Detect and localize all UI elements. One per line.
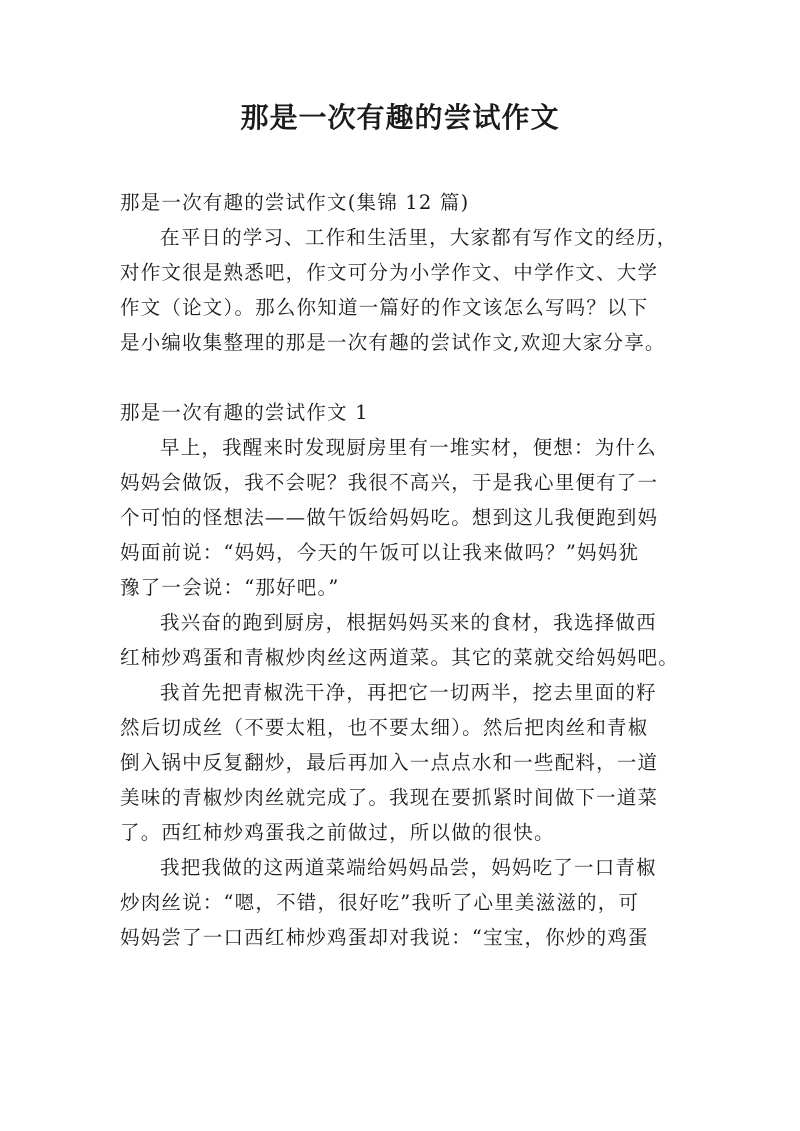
paragraph-line: 妈妈会做饭，我不会呢？我很不高兴，于是我心里便有了一 bbox=[120, 471, 659, 494]
subtitle: 那是一次有趣的尝试作文(集锦 12 篇) bbox=[120, 191, 470, 214]
body-paragraph bbox=[120, 430, 680, 605]
section-heading: 那是一次有趣的尝试作文 1 bbox=[120, 401, 369, 424]
document-body bbox=[120, 185, 680, 955]
paragraph-line: 红柿炒鸡蛋和青椒炒肉丝这两道菜。其它的菜就交给妈妈吧。 bbox=[120, 646, 679, 669]
paragraph-line: 豫了一会说：“那好吧。” bbox=[120, 576, 340, 599]
paragraph-line: 是小编收集整理的那是一次有趣的尝试作文,欢迎大家分享。 bbox=[120, 331, 666, 354]
paragraph-line: 我首先把青椒洗干净，再把它一切两半，挖去里面的籽 bbox=[160, 681, 657, 704]
paragraph-line: 妈妈尝了一口西红柿炒鸡蛋却对我说：“宝宝，你炒的鸡蛋 bbox=[120, 926, 649, 949]
paragraph-line: 我把我做的这两道菜端给妈妈品尝，妈妈吃了一口青椒 bbox=[160, 856, 657, 879]
body-paragraph bbox=[120, 675, 680, 850]
paragraph-line: 作文（论文）。那么你知道一篇好的作文该怎么写吗？以下 bbox=[120, 296, 649, 319]
spacer bbox=[120, 360, 680, 395]
page-title: 那是一次有趣的尝试作文 bbox=[240, 101, 560, 134]
body-paragraph bbox=[120, 605, 680, 675]
paragraph-line: 倒入锅中反复翻炒，最后再加入一点点水和一些配料，一道 bbox=[120, 751, 659, 774]
paragraph-line: 炒肉丝说：“嗯，不错，很好吃”我听了心里美滋滋的，可 bbox=[120, 891, 640, 914]
paragraph-line: 我兴奋的跑到厨房，根据妈妈买来的食材，我选择做西 bbox=[160, 611, 657, 634]
paragraph-line: 对作文很是熟悉吧，作文可分为小学作文、中学作文、大学 bbox=[120, 261, 659, 284]
intro-paragraph bbox=[120, 220, 680, 360]
paragraph-line: 然后切成丝（不要太粗，也不要太细）。然后把肉丝和青椒 bbox=[120, 716, 649, 739]
paragraph-line: 美味的青椒炒肉丝就完成了。我现在要抓紧时间做下一道菜 bbox=[120, 786, 659, 809]
paragraph-line: 早上，我醒来时发现厨房里有一堆实材，便想：为什么 bbox=[160, 436, 657, 459]
paragraph-line: 个可怕的怪想法——做午饭给妈妈吃。想到这儿我便跑到妈 bbox=[120, 506, 659, 529]
paragraph-line: 妈面前说：“妈妈，今天的午饭可以让我来做吗？”妈妈犹 bbox=[120, 541, 640, 564]
paragraph-line: 在平日的学习、工作和生活里，大家都有写作文的经历， bbox=[160, 226, 678, 249]
paragraph-line: 了。西红柿炒鸡蛋我之前做过，所以做的很快。 bbox=[120, 821, 555, 844]
body-paragraph bbox=[120, 850, 680, 955]
